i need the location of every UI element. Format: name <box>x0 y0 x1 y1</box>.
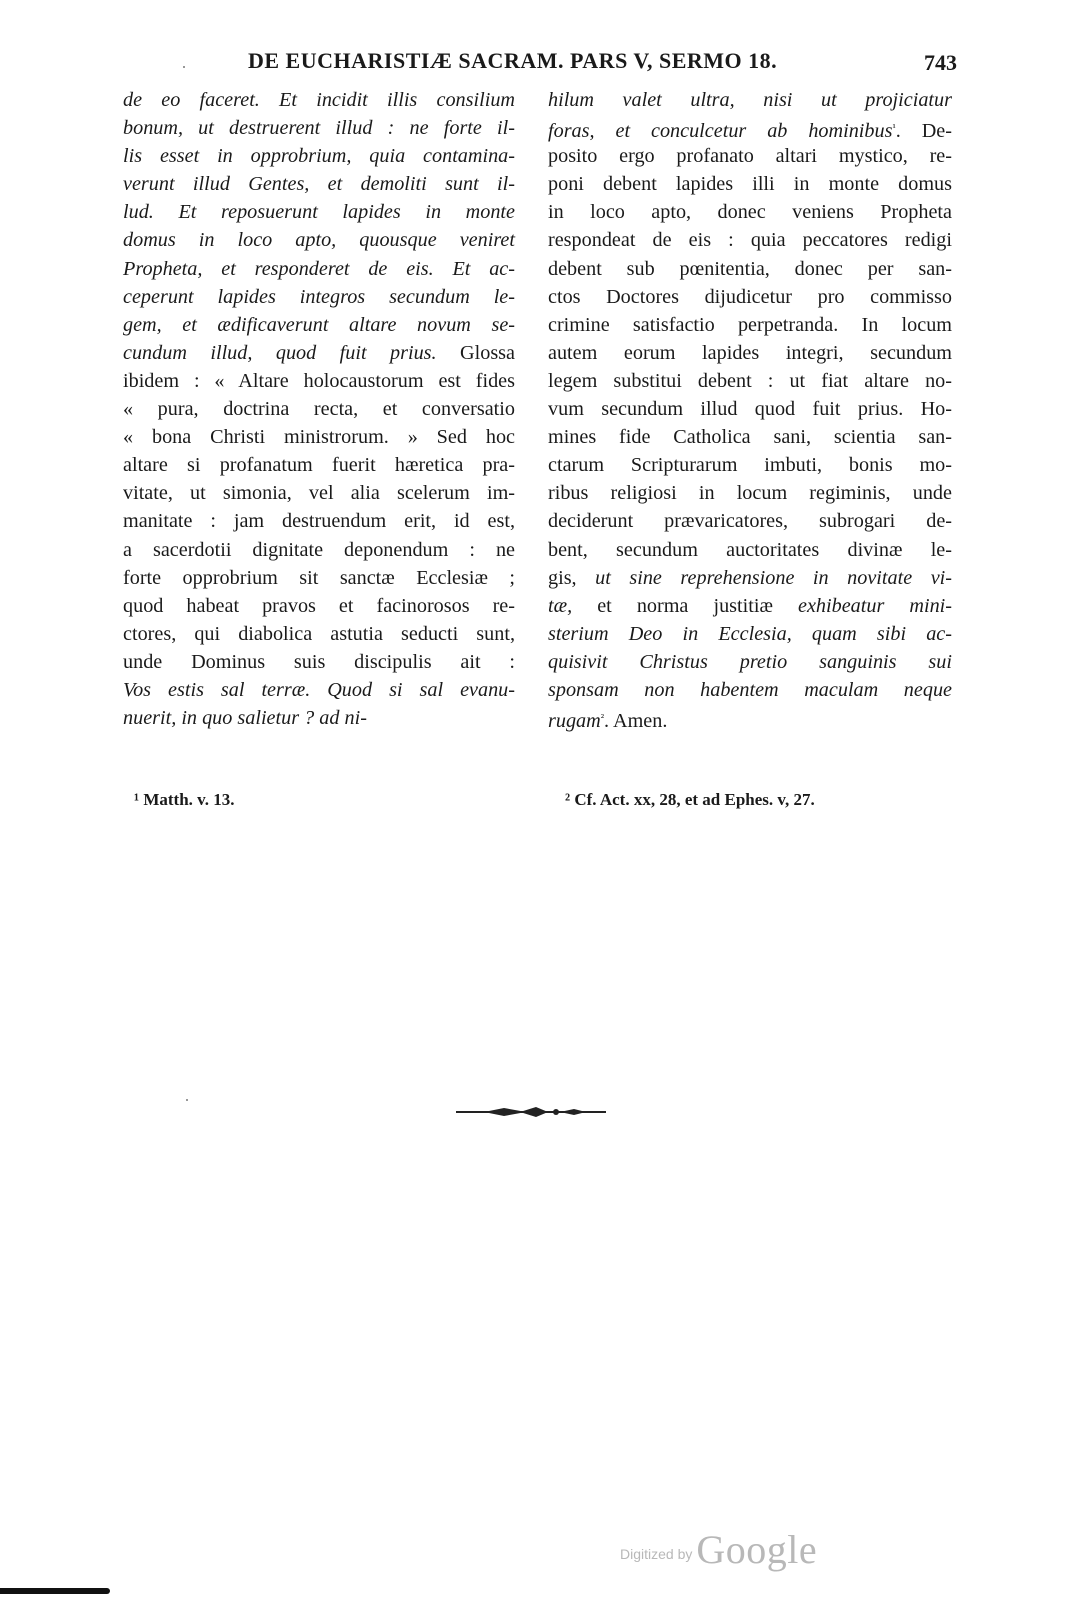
footnote-2: ² Cf. Act. xx, 28, et ad Ephes. v, 27. <box>565 790 815 809</box>
text-run: . De- <box>895 120 952 143</box>
text-run: . Amen. <box>604 710 668 733</box>
text-run: ceperunt lapides integros secundum le- <box>123 285 515 308</box>
text-run: bent, secundum auctoritates divinæ le- <box>548 538 952 561</box>
text-run: altare si profanatum fuerit hæretica pra- <box>123 454 515 477</box>
text-run: rugam <box>548 710 601 733</box>
text-line <box>548 648 952 676</box>
page-number: 743 <box>924 50 957 75</box>
text-line <box>548 311 952 339</box>
text-run: deciderunt prævaricatores, subrogari de- <box>548 510 952 533</box>
text-line <box>548 283 952 311</box>
text-line <box>123 620 515 648</box>
text-run: ctarum Scripturarum imbuti, bonis mo- <box>548 454 952 477</box>
text-line <box>548 564 952 592</box>
text-run: sponsam non habentem maculam neque <box>548 678 952 701</box>
running-title: DE EUCHARISTIÆ SACRAM. PARS V, SERMO 18. <box>248 48 778 73</box>
text-run: « bona Christi ministrorum. » Sed hoc <box>123 426 515 449</box>
text-line <box>123 226 515 254</box>
text-line <box>123 339 515 367</box>
text-run: exhibeatur mini- <box>797 594 952 617</box>
text-line <box>548 255 952 283</box>
text-run: forte opprobrium sit sanctæ Ecclesiæ ; <box>123 566 515 589</box>
text-line <box>123 142 515 170</box>
text-line <box>548 704 952 732</box>
text-run: « pura, doctrina recta, et conversatio <box>123 398 515 421</box>
text-line <box>123 704 515 732</box>
text-run: ctores, qui diabolica astutia seducti sunt, <box>123 622 515 645</box>
text-run: mines fide Catholica sani, scientia san- <box>548 426 952 449</box>
text-line <box>548 395 952 423</box>
text-line <box>123 676 515 704</box>
text-line <box>548 114 952 142</box>
text-line <box>123 564 515 592</box>
text-run: Glossa <box>436 341 515 364</box>
digitized-by-google-watermark <box>620 1526 817 1573</box>
text-run: nuerit, in quo salietur ? ad ni- <box>123 707 367 730</box>
text-line <box>123 283 515 311</box>
text-run: bonum, ut destruerent illud : ne forte il- <box>123 117 515 140</box>
watermark-prefix: Digitized by <box>620 1546 693 1562</box>
text-line <box>548 142 952 170</box>
text-run: hilum valet ultra, nisi ut projiciatur <box>548 89 952 111</box>
footnote-1: ¹ Matth. v. 13. <box>134 790 235 809</box>
text-run: Propheta, et responderet de eis. Et ac- <box>123 257 515 280</box>
text-run: vitate, ut simonia, vel alia scelerum im- <box>123 482 515 505</box>
text-run: vum secundum illud quod fuit prius. Ho- <box>548 398 952 421</box>
text-line <box>123 395 515 423</box>
running-header <box>0 44 1065 80</box>
text-run: domus in loco apto, quousque veniret <box>123 229 515 252</box>
scan-edge-mark <box>0 1588 110 1594</box>
text-line <box>123 479 515 507</box>
text-line <box>548 226 952 254</box>
end-ornament-divider <box>456 1105 606 1124</box>
text-line <box>123 367 515 395</box>
text-run: gem, et ædificaverunt altare novum se- <box>123 313 515 336</box>
text-run: ut sine reprehensione in novitate vi- <box>595 566 953 589</box>
text-line <box>123 423 515 451</box>
text-line <box>548 479 952 507</box>
left-text-column <box>123 86 515 732</box>
text-run: ctos Doctores dijudicetur pro commisso <box>548 285 952 308</box>
text-run: unde Dominus suis discipulis ait : <box>123 650 515 673</box>
text-line <box>548 423 952 451</box>
text-run: respondeat de eis : quia peccatores redigi <box>548 229 952 252</box>
text-line <box>123 170 515 198</box>
text-line <box>123 311 515 339</box>
text-line <box>548 451 952 479</box>
text-run: de eo faceret. Et incidit illis consilium <box>123 89 515 111</box>
text-run: lud. Et reposuerunt lapides in monte <box>123 201 515 224</box>
text-line <box>548 592 952 620</box>
text-run: et norma justitiæ <box>572 594 798 617</box>
text-run: Vos estis sal terræ. Quod si sal evanu- <box>123 678 515 701</box>
text-run: debent sub pœnitentia, donec per san- <box>548 257 952 280</box>
text-run: ribus religiosi in locum regiminis, unde <box>548 482 952 505</box>
text-run: poni debent lapides illi in monte domus <box>548 173 952 196</box>
text-run: autem eorum lapides integri, secundum <box>548 341 952 364</box>
text-run: crimine satisfactio perpetranda. In locum <box>548 313 952 336</box>
text-run: verunt illud Gentes, et demoliti sunt il- <box>123 173 515 196</box>
text-run: cundum illud, quod fuit prius. <box>123 341 437 364</box>
print-speck <box>183 66 185 68</box>
text-run: quisivit Christus pretio sanguinis sui <box>548 650 952 673</box>
text-line <box>123 507 515 535</box>
text-run: quod habeat pravos et facinorosos re- <box>123 594 515 617</box>
text-run: foras, et conculcetur ab hominibus <box>548 120 893 143</box>
text-run: ibidem : « Altare holocaustorum est fides <box>123 369 515 392</box>
print-speck <box>186 1099 188 1101</box>
text-run: legem substitui debent : ut fiat altare no- <box>548 369 952 392</box>
text-run: manitate : jam destruendum erit, id est, <box>123 510 515 533</box>
google-logo: Google <box>696 1527 818 1572</box>
text-run: a sacerdotii dignitate deponendum : ne <box>123 538 515 561</box>
text-line <box>123 451 515 479</box>
text-run: lis esset in opprobrium, quia contamina- <box>123 145 515 168</box>
text-line <box>123 198 515 226</box>
text-line <box>548 170 952 198</box>
right-text-column <box>548 86 952 732</box>
text-line <box>123 592 515 620</box>
text-line <box>548 367 952 395</box>
text-line <box>548 86 952 114</box>
text-run: in loco apto, donec veniens Propheta <box>548 201 952 224</box>
text-line <box>123 114 515 142</box>
text-line <box>123 86 515 114</box>
text-line <box>548 620 952 648</box>
text-line <box>123 255 515 283</box>
text-line <box>123 648 515 676</box>
text-line <box>548 339 952 367</box>
text-run: sterium Deo in Ecclesia, quam sibi ac- <box>548 622 952 645</box>
text-run: posito ergo profanato altari mystico, re- <box>548 145 952 168</box>
text-run: gis, <box>548 566 596 589</box>
text-line <box>548 676 952 704</box>
footnote-marker: ² <box>600 712 605 725</box>
text-line <box>548 198 952 226</box>
text-line <box>123 536 515 564</box>
text-line <box>548 536 952 564</box>
footnote-marker: ¹ <box>892 122 896 135</box>
text-run: tæ, <box>548 594 573 617</box>
text-line <box>548 507 952 535</box>
